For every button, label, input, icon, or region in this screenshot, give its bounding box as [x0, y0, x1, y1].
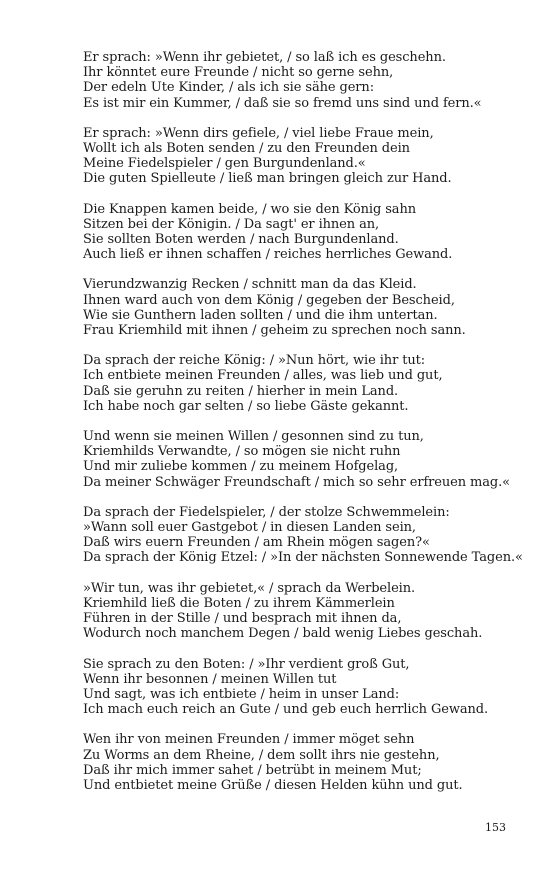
verse-line: Der edeln Ute Kinder, / als ich sie sähe gern: — [83, 80, 374, 96]
verse-line: Wodurch noch manchem Degen / bald wenig Liebes geschah. — [83, 626, 483, 642]
verse-line: Sie sollten Boten werden / nach Burgundenland. — [83, 232, 399, 248]
verse-line: Ich entbiete meinen Freunden / alles, was lieb und gut, — [83, 368, 443, 384]
verse-line: Er sprach: »Wenn dirs gefiele, / viel liebe Fraue mein, — [83, 125, 434, 141]
verse-line: Daß sie geruhn zu reiten / hierher in mein Land. — [83, 383, 399, 399]
verse-line: Führen in der Stille / und besprach mit ihnen da, — [83, 611, 402, 627]
verse-line: Und entbietet meine Grüße / diesen Helden kühn und gut. — [83, 777, 463, 793]
verse-line: Da sprach der König Etzel: / »In der nächsten Sonnewende Tagen.« — [83, 550, 523, 566]
verse-line: Vierundzwanzig Recken / schnitt man da das Kleid. — [83, 277, 417, 293]
verse-line: Daß wirs euern Freunden / am Rhein mögen sagen?« — [83, 535, 430, 551]
verse-line: Wie sie Gunthern laden sollten / und die ihm untertan. — [83, 307, 438, 323]
poem-text — [83, 50, 523, 808]
stanza — [83, 732, 523, 793]
verse-line: Er sprach: »Wenn ihr gebietet, / so laß ich es geschehn. — [83, 50, 446, 65]
verse-line: Und wenn sie meinen Willen / gesonnen sind zu tun, — [83, 429, 424, 445]
verse-line: Ich mach euch reich an Gute / und geb euch herrlich Gewand. — [83, 702, 489, 718]
stanza — [83, 353, 523, 414]
verse-line: Wollt ich als Boten senden / zu den Freunden dein — [83, 141, 410, 157]
verse-line: »Wir tun, was ihr gebietet,« / sprach da Werbelein. — [83, 580, 416, 596]
verse-line: »Wann soll euer Gastgebot / in diesen Landen sein, — [83, 520, 416, 536]
stanza — [83, 202, 523, 263]
verse-line: Die guten Spielleute / ließ man bringen gleich zur Hand. — [83, 171, 452, 187]
verse-line: Und mir zuliebe kommen / zu meinem Hofgelag, — [83, 459, 399, 475]
stanza — [83, 581, 523, 642]
verse-line: Da meiner Schwäger Freundschaft / mich so sehr erfreuen mag.« — [83, 474, 511, 490]
stanza — [83, 429, 523, 490]
verse-line: Daß ihr mich immer sahet / betrübt in meinem Mut; — [83, 762, 422, 778]
stanza — [83, 505, 523, 566]
verse-line: Kriemhild ließ die Boten / zu ihrem Kämmerlein — [83, 595, 395, 611]
verse-line: Sitzen bei der Königin. / Da sagt' er ihnen an, — [83, 216, 380, 232]
verse-line: Frau Kriemhild mit ihnen / geheim zu sprechen noch sann. — [83, 323, 466, 339]
verse-line: Zu Worms an dem Rheine, / dem sollt ihrs nie gestehn, — [83, 747, 440, 763]
verse-line: Und sagt, was ich entbiete / heim in unser Land: — [83, 686, 400, 702]
verse-line: Sie sprach zu den Boten: / »Ihr verdient groß Gut, — [83, 656, 410, 672]
stanza — [83, 50, 523, 111]
stanza — [83, 126, 523, 187]
verse-line: Wen ihr von meinen Freunden / immer möget sehn — [83, 732, 415, 748]
verse-line: Meine Fiedelspieler / gen Burgundenland.« — [83, 156, 366, 172]
verse-line: Da sprach der reiche König: / »Nun hört, wie ihr tut: — [83, 353, 426, 369]
stanza — [83, 657, 523, 718]
verse-line: Ihnen ward auch von dem König / gegeben der Bescheid, — [83, 292, 455, 308]
verse-line: Kriemhilds Verwandte, / so mögen sie nicht ruhn — [83, 444, 401, 460]
page-number: 153 — [485, 821, 506, 834]
verse-line: Ihr könntet eure Freunde / nicht so gerne sehn, — [83, 65, 394, 81]
verse-line: Wenn ihr besonnen / meinen Willen tut — [83, 671, 337, 687]
stanza — [83, 277, 523, 338]
verse-line: Ich habe noch gar selten / so liebe Gäste gekannt. — [83, 398, 409, 414]
verse-line: Da sprach der Fiedelspieler, / der stolze Schwemmelein: — [83, 504, 450, 520]
verse-line: Die Knappen kamen beide, / wo sie den König sahn — [83, 201, 417, 217]
verse-line: Es ist mir ein Kummer, / daß sie so fremd uns sind und fern.« — [83, 95, 482, 111]
verse-line: Auch ließ er ihnen schaffen / reiches herrliches Gewand. — [83, 247, 453, 263]
